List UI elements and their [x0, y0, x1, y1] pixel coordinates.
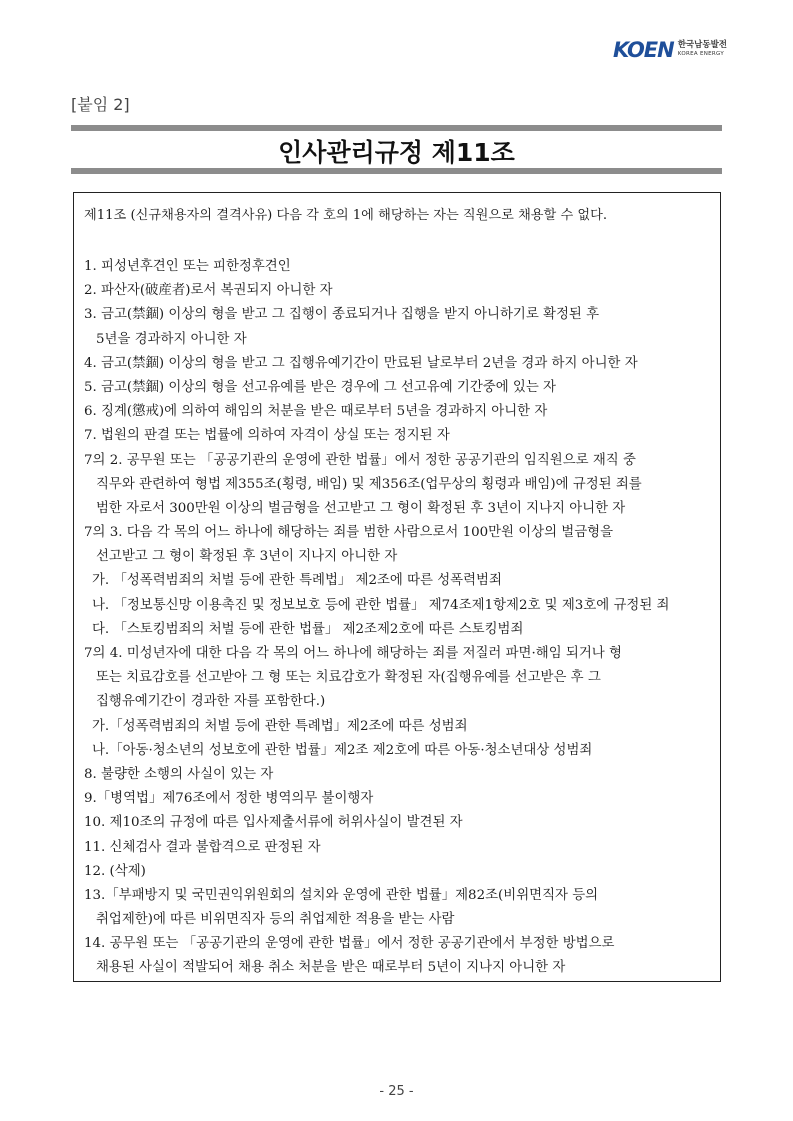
list-line: 1. 피성년후견인 또는 피한정후견인 — [84, 259, 291, 274]
list-line: 12. (삭제) — [84, 863, 146, 879]
page-title: 인사관리규정 제11조 — [278, 138, 515, 167]
logo-korean: 한국남동발전 — [677, 40, 727, 50]
list-line: 직무와 관련하여 형법 제355조(횡령, 배임) 및 제356조(업무상의 횡령과 배임)에 규정된 죄를 — [96, 476, 642, 492]
logo-english: KOREA ENERGY — [677, 51, 724, 57]
article-intro: 제11조 (신규채용자의 결격사유) 다음 각 호의 1에 해당하는 자는 직원으로 채용할 수 없다. — [84, 208, 608, 223]
list-line: 11. 신체검사 결과 불합격으로 판정된 자 — [84, 839, 321, 855]
list-line: 6. 징계(懲戒)에 의하여 해임의 처분을 받은 때로부터 5년을 경과하지 아니한 자 — [84, 404, 548, 420]
list-line: 나. 「정보통신망 이용촉진 및 정보보호 등에 관한 법률」 제74조제1항제2호 및 제3호에 규정된 죄 — [92, 597, 670, 613]
list-line: 14. 공무원 또는 「공공기관의 운영에 관한 법률」에서 정한 공공기관에서 부정한 방법으로 — [84, 936, 615, 952]
list-line: 5. 금고(禁錮) 이상의 형을 선고유예를 받은 경우에 그 선고유예 기간중에 있는 자 — [84, 379, 556, 395]
list-line: 4. 금고(禁錮) 이상의 형을 받고 그 집행유예기간이 만료된 날로부터 2년을 경과 하지 아니한 자 — [84, 355, 638, 371]
list-line: 채용된 사실이 적발되어 채용 취소 처분을 받은 때로부터 5년이 지나지 아니한 자 — [96, 960, 566, 976]
list-line: 10. 제10조의 규정에 따른 입사제출서류에 허위사실이 발견된 자 — [84, 815, 463, 831]
logo-mark: KOEN — [613, 38, 674, 62]
attachment-label: [붙임 2] — [71, 95, 130, 114]
list-line: 8. 불량한 소행의 사실이 있는 자 — [84, 766, 274, 782]
list-line: 2. 파산자(破産者)로서 복권되지 아니한 자 — [84, 283, 333, 299]
list-line: 5년을 경과하지 아니한 자 — [96, 331, 247, 347]
company-logo — [613, 38, 727, 62]
list-line: 7의 4. 미성년자에 대한 다음 각 목의 어느 하나에 해당하는 죄를 저질러 파면·해임 되거나 형 — [84, 646, 622, 661]
logo-text — [678, 41, 727, 59]
list-line: 7. 법원의 판결 또는 법률에 의하여 자격이 상실 또는 정지된 자 — [84, 428, 450, 444]
title-top-rule — [71, 125, 722, 131]
list-line: 3. 금고(禁錮) 이상의 형을 받고 그 집행이 종료되거나 집행을 받지 아니하기로 확정된 후 — [84, 307, 600, 323]
list-line: 범한 자로서 300만원 이상의 벌금형을 선고받고 그 형이 확정된 후 3년이 지나지 아니한 자 — [96, 500, 626, 516]
list-line: 가. 「성폭력범죄의 처벌 등에 관한 특례법」 제2조에 따른 성폭력범죄 — [92, 573, 502, 589]
list-line: 다. 「스토킹범죄의 처벌 등에 관한 법률」 제2조제2호에 따른 스토킹범죄 — [92, 621, 524, 637]
list-line: 선고받고 그 형이 확정된 후 3년이 지나지 아니한 자 — [96, 549, 398, 565]
list-line: 13.「부패방지 및 국민권익위원회의 설치와 운영에 관한 법률」제82조(비위면직자 등의 — [84, 887, 599, 903]
list-line: 취업제한)에 따른 비위면직자 등의 취업제한 적용을 받는 사람 — [96, 912, 455, 928]
title-bottom-rule — [71, 168, 722, 174]
disqualification-list — [84, 255, 714, 981]
list-line: 7의 2. 공무원 또는 「공공기관의 운영에 관한 법률」에서 정한 공공기관의 임직원으로 재직 중 — [84, 452, 636, 468]
list-line: 또는 치료감호를 선고받아 그 형 또는 치료감호가 확정된 자(집행유예를 선고받은 후 그 — [96, 670, 601, 686]
list-line: 집행유예기간이 경과한 자를 포함한다.) — [96, 694, 326, 710]
list-line: 가.「성폭력범죄의 처벌 등에 관한 특례법」제2조에 따른 성범죄 — [92, 718, 468, 734]
list-line: 나.「아동·청소년의 성보호에 관한 법률」제2조 제2호에 따른 아동·청소년대상 성범죄 — [92, 742, 593, 758]
list-line: 9.「병역법」제76조에서 정한 병역의무 불이행자 — [84, 791, 374, 807]
page-number: - 25 - — [379, 1084, 414, 1099]
list-line: 7의 3. 다음 각 목의 어느 하나에 해당하는 죄를 범한 사람으로서 100만원 이상의 벌금형을 — [84, 525, 614, 541]
